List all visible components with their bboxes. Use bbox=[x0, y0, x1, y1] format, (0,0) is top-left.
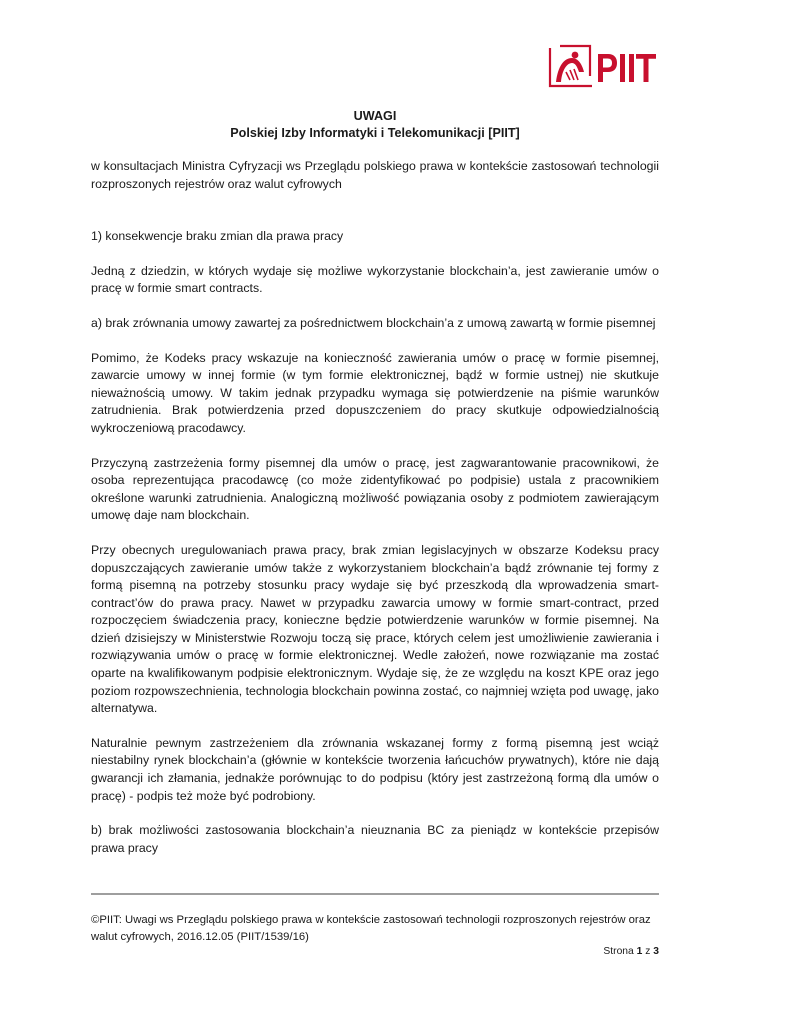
heading-title: UWAGI bbox=[353, 109, 397, 123]
paragraph: Naturalnie pewnym zastrzeżeniem dla zrównania wskazanej formy z formą pisemną jest wciąż niestabilny rynek blockchain’a (głównie w kontekście tworzenia łańcuchów prywatnych), które nie dają gwarancji ich złamania, jednakże porównując to do podpisu (który jest zastrzeżoną formą dla umów o pracę) - podpis też może być podrobiony. bbox=[91, 735, 659, 803]
page-separator: z bbox=[645, 946, 651, 957]
page-current: 1 bbox=[636, 946, 643, 957]
footer-divider bbox=[91, 893, 659, 895]
paragraph: Jedną z dziedzin, w których wydaje się możliwe wykorzystanie blockchain’a, jest zawieranie umów o pracę w formie smart contracts. bbox=[91, 263, 659, 296]
footer-note: ©PIIT: Uwagi ws Przeglądu polskiego prawa w kontekście zastosowań technologii rozproszonych rejestrów oraz walut cyfrowych, 2016.12.05 (PIIT/1539/16) bbox=[91, 914, 651, 943]
paragraph: Pomimo, że Kodeks pracy wskazuje na konieczność zawierania umów o pracę w formie pisemnej, zawarcie umowy w innej formie (w tym formie elektronicznej, bądź w formie ustnej) nie skutkuje nieważnością umowy. W takim jednak przypadku wymaga się potwierdzenie na piśmie warunków zatrudnienia. Brak potwierdzenia przed dopuszczeniem do pracy skutkuje odpowiedzialnością wykroczeniową pracodawcy. bbox=[91, 350, 659, 435]
piit-logo-icon bbox=[548, 42, 660, 90]
paragraph: Przyczyną zastrzeżenia formy pisemnej dla umów o pracę, jest zagwarantowanie pracownikowi, że osoba reprezentująca pracodawcę (co może zidentyfikować po podpisie) ustala z pracownikiem określone warunki zatrudnienia. Analogiczną możliwość powiązania osoby z podmiotem zawierającym umowę daje nam blockchain. bbox=[91, 455, 659, 523]
paragraph-intro: w konsultacjach Ministra Cyfryzacji ws Przeglądu polskiego prawa w kontekście zastosowań technologii rozproszonych rejestrów oraz walut cyfrowych bbox=[91, 159, 659, 191]
paragraph: Przy obecnych uregulowaniach prawa pracy, brak zmian legislacyjnych w obszarze Kodeksu pracy dopuszczających zawieranie umów także z wykorzystaniem blockchain’a bądź zrównanie tej formy z formą pisemną na potrzeby stosunku pracy wydaje się być przeszkodą dla wprowadzenia smart-contract’ów do prawa pracy. Nawet w przypadku zawarcia umowy w formie smart-contract, przed rozpoczęciem świadczenia pracy, konieczne będzie potwierdzenie warunków w formie pisemnej. Na dzień dzisiejszy w Ministerstwie Rozwoju toczą się prace, których celem jest umożliwienie zawierania i rozwiązywania umów o pracę w formie elektronicznej. Wedle założeń, nowe rozwiązanie ma zostać oparte na kwalifikowanym podpisie elektronicznym. Wydaje się, że ze względu na koszt KPE oraz jego poziom rozpowszechnienia, technologia blockchain powinna zostać, co najmniej wzięta pod uwagę, jako alternatywa. bbox=[91, 542, 659, 716]
document-body bbox=[91, 158, 659, 857]
heading-subtitle: Polskiej Izby Informatyki i Telekomunikacji [PIIT] bbox=[230, 126, 520, 140]
subsection-heading-a: a) brak zrównania umowy zawartej za pośrednictwem blockchain’a z umową zawartą w formie pisemnej bbox=[91, 315, 656, 330]
piit-logo bbox=[548, 42, 660, 90]
subsection-heading-b: b) brak możliwości zastosowania blockchain’a nieuznania BC za pieniądz w kontekście przepisów prawa pracy bbox=[91, 823, 659, 855]
section-heading-1: 1) konsekwencje braku zmian dla prawa pracy bbox=[91, 229, 344, 244]
document-heading bbox=[91, 108, 659, 142]
page-number bbox=[520, 946, 659, 957]
page-prefix: Strona bbox=[603, 946, 634, 957]
page-total: 3 bbox=[653, 946, 659, 957]
